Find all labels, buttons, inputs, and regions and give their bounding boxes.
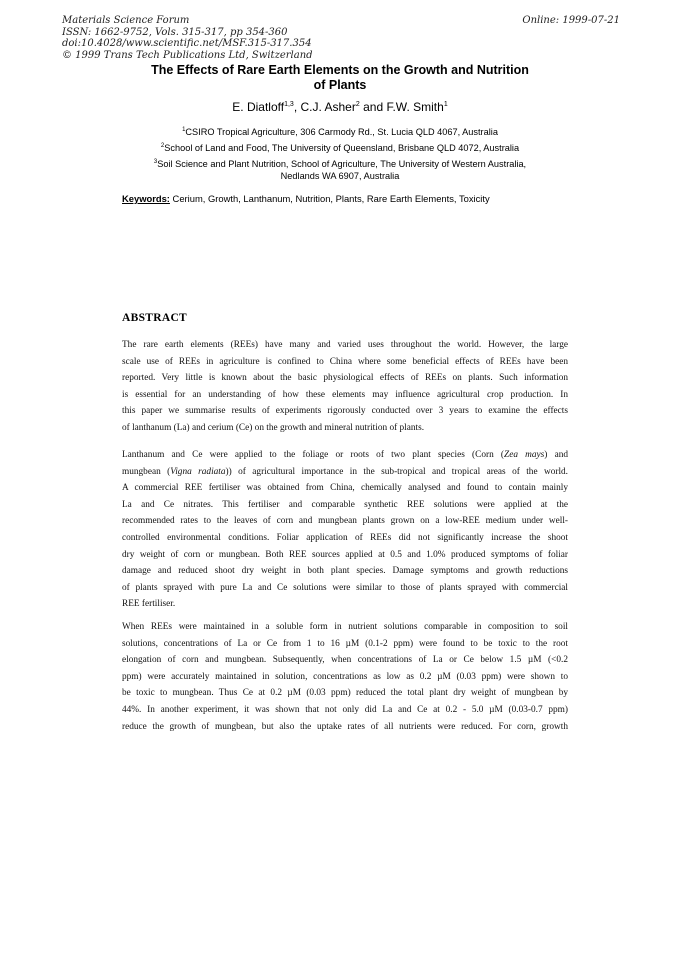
affil-text: Soil Science and Plant Nutrition, School of Agriculture, The University of Western Australia, <box>157 159 527 169</box>
affil-number: 3 <box>153 159 158 165</box>
species-name: Vigna radiata <box>170 466 226 477</box>
affiliation-3 <box>110 156 570 182</box>
text-line: scale use of REEs in agriculture is confined to China where some beneficial effects of REEs have been <box>122 356 568 367</box>
copyright-line: © 1999 Trans Tech Publications Ltd, Switzerland <box>62 49 313 61</box>
affil-text-cont: Nedlands WA 6907, Australia <box>280 171 400 181</box>
text-line: is essential for an understanding of how these elements may influence agricultural crop production. In <box>122 389 568 400</box>
text-line: controlled environmental conditions. Foliar application of REEs did not significantly increase the shoot <box>122 532 568 543</box>
author-list <box>110 100 570 114</box>
author-affil-mark: 1 <box>443 101 448 108</box>
keywords <box>122 193 582 204</box>
text-run: mungbean ( <box>122 466 171 477</box>
text-line: be toxic to mungbean. Thus Ce at 0.2 µM (0.03 ppm) reduced the total plant dry weight of mungbean by <box>122 688 568 699</box>
text-line: of plants sprayed with pure La and Ce solutions were similar to those of plants sprayed with commercial <box>122 582 568 593</box>
text-line: La and Ce nitrates. This fertiliser and comparable synthetic REE solutions were applied at the <box>122 499 568 510</box>
text-run: Lanthanum and Ce were applied to the foliage or roots of two plant species (Corn ( <box>122 450 505 460</box>
author-separator: and <box>359 100 387 114</box>
affil-text: CSIRO Tropical Agriculture, 306 Carmody Rd., St. Lucia QLD 4067, Australia <box>185 127 498 137</box>
text-line: damage and reduced shoot dry weight in both plant species. Damage symptoms and growth reductions <box>122 566 568 577</box>
text-line: A commercial REE fertiliser was obtained from China, chemically analysed and found to contain mainly <box>122 483 568 494</box>
affil-number: 2 <box>160 143 165 149</box>
text-line: The rare earth elements (REEs) have many and varied uses throughout the world. However, the large <box>122 340 568 350</box>
paper-title <box>110 63 570 93</box>
text-run: ) and <box>544 450 569 460</box>
keywords-text: Cerium, Growth, Lanthanum, Nutrition, Plants, Rare Earth Elements, Toxicity <box>169 193 490 204</box>
doi-line: doi:10.4028/www.scientific.net/MSF.315-317.354 <box>62 38 312 49</box>
text-line: dry weight of corn or mungbean. Both REE sources applied at 0.5 and 1.0% produced symptoms of foliar <box>122 549 568 560</box>
abstract-paragraph-2 <box>122 447 568 613</box>
journal-name: Materials Science Forum <box>62 15 190 26</box>
author-separator: , <box>293 100 301 114</box>
abstract-paragraph-3 <box>122 619 568 735</box>
issn-line: ISSN: 1662-9752, Vols. 315-317, pp 354-360 <box>62 26 288 38</box>
affil-text: School of Land and Food, The University of Queensland, Brisbane QLD 4072, Australia <box>164 143 520 153</box>
text-line <box>122 447 568 464</box>
text-line: of lanthanum (La) and cerium (Ce) on the growth and mineral nutrition of plants. <box>122 422 425 433</box>
author-affil-mark: 1,3 <box>284 101 294 108</box>
text-line: reported. Very little is known about the basic physiological effects of REEs on plants. Such information <box>122 373 568 384</box>
text-line: reduce the growth of mungbean, but also the uptake rates of all nutrients were reduced. For corn, growth <box>122 721 568 732</box>
text-line <box>122 464 568 481</box>
text-run: )) of agricultural importance in the sub-tropical and tropical areas of the world. <box>225 466 568 477</box>
affiliation-2 <box>110 140 570 154</box>
text-line: When REEs were maintained in a soluble form in nutrient solutions comparable in composition to soil <box>122 622 568 632</box>
species-name: Zea mays <box>504 450 545 460</box>
title-line-1: The Effects of Rare Earth Elements on the Growth and Nutrition <box>151 63 529 77</box>
text-line: this paper we summarise results of experiments rigorously conducted over 3 years to examine the effects <box>122 406 568 417</box>
title-line-2: of Plants <box>313 78 367 92</box>
abstract-paragraph-1 <box>122 337 568 437</box>
text-line: ppm) were accurately maintained in solution, concentrations as low as 0.2 µM (0.03 ppm) were shown to <box>122 671 568 682</box>
online-date: Online: 1999-07-21 <box>522 15 620 26</box>
text-line: recommended rates to the leaves of corn and mungbean plants grown on a low-REE medium under well- <box>122 516 568 527</box>
journal-header <box>62 15 422 61</box>
text-line: REE fertiliser. <box>122 599 176 610</box>
keywords-label: Keywords: <box>122 193 170 204</box>
text-line: elongation of corn and mungbean. Subsequently, when concentrations of La or Ce below 1.5 µM (<0.2 <box>122 655 568 666</box>
author-name: C.J. Asher <box>300 100 356 114</box>
abstract-heading: ABSTRACT <box>122 312 188 324</box>
affiliation-1 <box>110 124 570 138</box>
author-affil-mark: 2 <box>355 101 360 108</box>
author-name: E. Diatloff <box>232 100 285 114</box>
text-line: 44%. In another experiment, it was shown that not only did La and Ce at 0.2 - 5.0 µM (0.03-0.7 ppm) <box>122 704 568 715</box>
text-line: solutions, concentrations of La or Ce from 1 to 16 µM (0.1-2 ppm) were found to be toxic to the root <box>122 638 568 649</box>
affil-number: 1 <box>182 127 186 133</box>
author-name: F.W. Smith <box>386 100 444 114</box>
